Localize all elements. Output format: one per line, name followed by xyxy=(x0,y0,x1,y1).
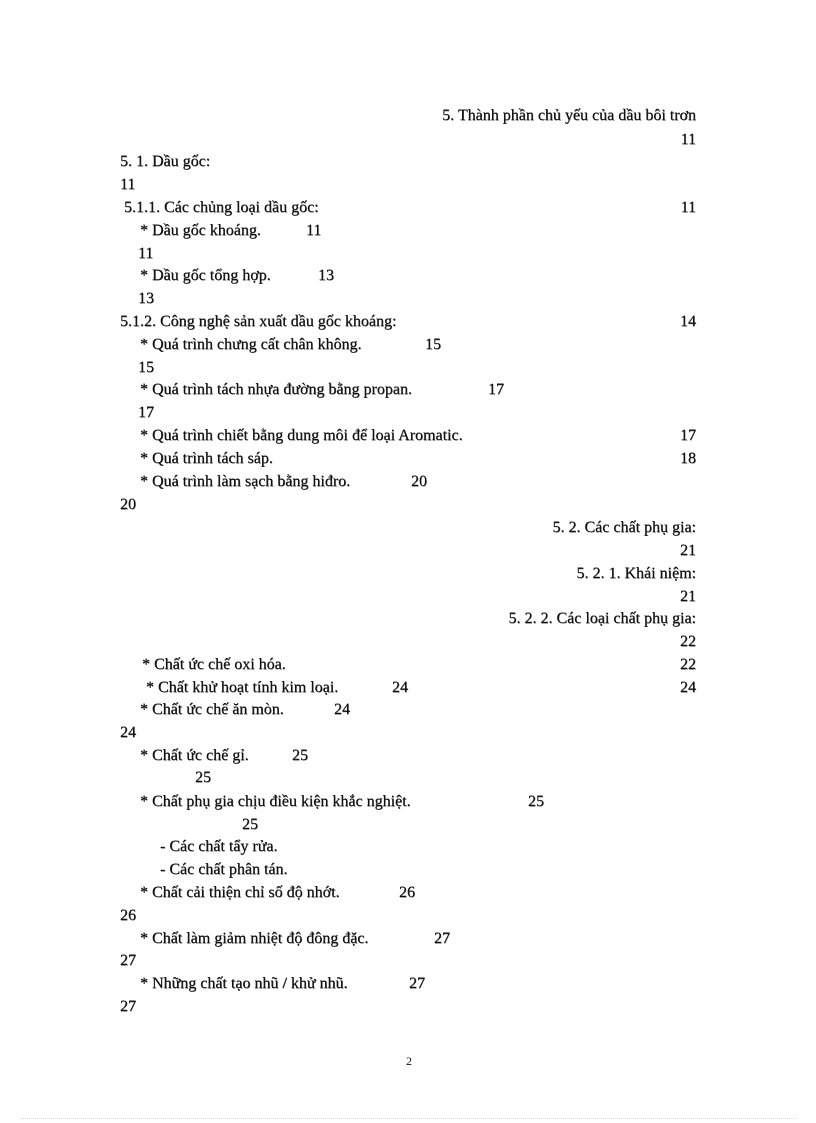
toc-entry-title: * Quá trình tách sáp. xyxy=(140,450,273,467)
toc-entry-title: * Quá trình chưng cất chân không. xyxy=(140,336,362,353)
toc-page-number: 25 xyxy=(242,816,258,833)
toc-page-number: 21 xyxy=(680,588,696,605)
toc-page-number-inline: 17 xyxy=(488,381,504,398)
toc-page-number-inline: 26 xyxy=(399,884,415,901)
toc-page-number-inline: 24 xyxy=(334,701,350,718)
toc-entry-title: 5. 1. Dầu gốc: xyxy=(120,153,211,170)
toc-entry-title: * Dầu gốc tổng hợp. xyxy=(140,267,271,284)
toc-entry-title: * Quá trình chiết bằng dung môi để loại Aromatic. xyxy=(140,427,463,444)
toc-entry-title: 5. Thành phần chủ yếu của dầu bôi trơn xyxy=(442,107,696,124)
toc-entry-title: * Quá trình làm sạch bằng hiđro. xyxy=(140,473,351,490)
toc-entry-title: 5. 2. Các chất phụ gia: xyxy=(552,519,696,536)
toc-page-number: 22 xyxy=(680,656,696,673)
toc-entry-title: 5.1.2. Công nghệ sản xuất dầu gốc khoáng: xyxy=(120,313,397,330)
toc-entry-title: * Chất ức chế gỉ. xyxy=(140,747,249,764)
toc-entry-title: * Chất khử hoạt tính kim loại. xyxy=(146,679,339,696)
toc-page-number: 17 xyxy=(680,427,696,444)
toc-entry-title: - Các chất tẩy rửa. xyxy=(160,838,278,855)
toc-page-number: 27 xyxy=(120,998,136,1015)
toc-entry-title: * Chất phụ gia chịu điều kiện khắc nghiệt. xyxy=(140,793,411,810)
toc-page-number-inline: 27 xyxy=(434,930,450,947)
toc-page-number: 18 xyxy=(680,450,696,467)
toc-page-number: 11 xyxy=(120,176,136,193)
toc-page-number-inline: 11 xyxy=(306,222,322,239)
toc-entry-title: * Quá trình tách nhựa đường bằng propan. xyxy=(140,381,412,398)
toc-page-number: 11 xyxy=(680,199,696,216)
toc-entry-title: 5. 2. 1. Khái niệm: xyxy=(576,565,696,582)
toc-page-number: 21 xyxy=(680,542,696,559)
toc-page-number: 22 xyxy=(680,633,696,650)
toc-page-number: 11 xyxy=(138,245,154,262)
toc-entry-title: * Chất ức chế ăn mòn. xyxy=(140,701,284,718)
toc-page-number-inline: 24 xyxy=(392,679,408,696)
toc-entry-title: * Dầu gốc khoáng. xyxy=(140,222,261,239)
toc-entry-title: 5.1.1. Các chủng loại dầu gốc: xyxy=(124,199,319,216)
toc-page-number: 25 xyxy=(195,769,211,786)
toc-entry-title: * Những chất tạo nhũ / khử nhũ. xyxy=(140,975,348,992)
toc-entry-title: 5. 2. 2. Các loại chất phụ gia: xyxy=(508,610,696,627)
toc-page-number: 27 xyxy=(120,952,136,969)
toc-entry-title: * Chất cải thiện chỉ số độ nhớt. xyxy=(140,884,340,901)
toc-page-number: 24 xyxy=(680,679,696,696)
toc-page-number-inline: 25 xyxy=(528,793,544,810)
page-number: 2 xyxy=(406,1054,412,1068)
toc-page-number: 15 xyxy=(138,359,154,376)
toc-page-number: 24 xyxy=(120,724,136,741)
toc-page-number: 20 xyxy=(120,496,136,513)
toc-page-number: 14 xyxy=(680,313,696,330)
toc-page-number: 17 xyxy=(138,404,154,421)
toc-page-number-inline: 15 xyxy=(425,336,441,353)
toc-page-number: 11 xyxy=(680,131,696,148)
toc-page-number-inline: 25 xyxy=(292,747,308,764)
toc-entry-title: * Chất ức chế oxi hóa. xyxy=(142,656,286,673)
toc-entry-title: * Chất làm giảm nhiệt độ đông đặc. xyxy=(140,930,369,947)
page-bottom-rule xyxy=(20,1118,796,1119)
toc-page-number: 13 xyxy=(138,290,154,307)
toc-page-number-inline: 27 xyxy=(409,975,425,992)
toc-entry-title: - Các chất phân tán. xyxy=(160,861,288,878)
toc-page-number-inline: 20 xyxy=(411,473,427,490)
toc-page-number-inline: 13 xyxy=(318,267,334,284)
toc-page-number: 26 xyxy=(120,907,136,924)
